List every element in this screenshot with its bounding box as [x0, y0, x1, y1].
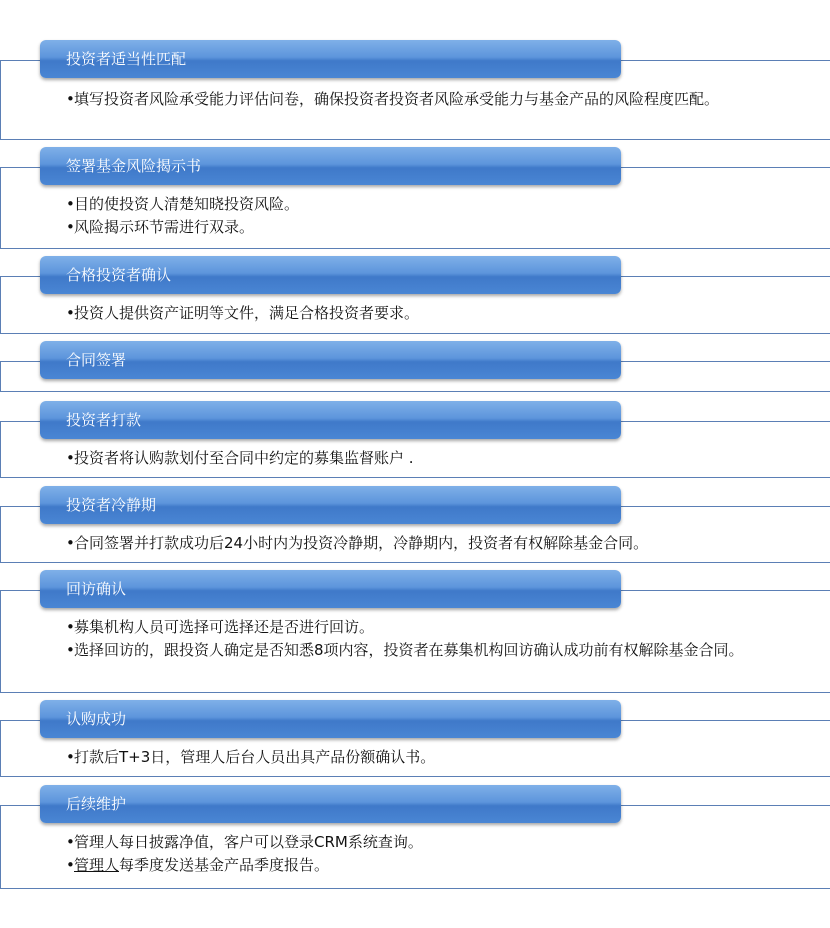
step-follow-up-visit	[0, 570, 830, 693]
step-bullet: • 募集机构人员可选择可选择还是否进行回访。	[66, 618, 760, 636]
step-payment	[0, 401, 830, 478]
step-bullet: • 投资者将认购款划付至合同中约定的募集监督账户 .	[66, 449, 760, 467]
step-bullet: • 投资人提供资产证明等文件，满足合格投资者要求。	[66, 304, 760, 322]
step-bullet: • 打款后T+3日，管理人后台人员出具产品份额确认书。	[66, 748, 760, 766]
step-title: 后续维护	[40, 785, 621, 823]
step-title: 投资者打款	[40, 401, 621, 439]
step-bullet: • 管理人每日披露净值，客户可以登录CRM系统查询。	[66, 833, 760, 851]
step-bullet: • 目的使投资人清楚知晓投资风险。	[66, 195, 760, 213]
step-subscription-success	[0, 700, 830, 777]
step-maintenance	[0, 785, 830, 889]
step-title: 合同签署	[40, 341, 621, 379]
step-title: 认购成功	[40, 700, 621, 738]
step-bullet: • 风险揭示环节需进行双录。	[66, 218, 760, 236]
step-bullet: • 合同签署并打款成功后24小时内为投资冷静期，冷静期内，投资者有权解除基金合同。	[66, 534, 760, 552]
step-title: 投资者适当性匹配	[40, 40, 621, 78]
step-bullet-quarterly	[66, 856, 760, 874]
step-title: 合格投资者确认	[40, 256, 621, 294]
step-title: 签署基金风险揭示书	[40, 147, 621, 185]
step-bullet: • 填写投资者风险承受能力评估问卷，确保投资者投资者风险承受能力与基金产品的风险程度匹配。	[66, 90, 760, 108]
step-contract-signing	[0, 341, 830, 392]
step-title: 回访确认	[40, 570, 621, 608]
step-title: 投资者冷静期	[40, 486, 621, 524]
step-cooling-off	[0, 486, 830, 563]
bullet-rest: 每季度发送基金产品季度报告。	[119, 856, 330, 874]
step-qualified-investor	[0, 256, 830, 334]
underlined-term: 管理人	[74, 856, 120, 874]
step-bullet: • 选择回访的，跟投资人确定是否知悉8项内容，投资者在募集机构回访确认成功前有权解除基金合同。	[66, 641, 760, 659]
step-risk-disclosure	[0, 147, 830, 249]
step-suitability	[0, 40, 830, 140]
